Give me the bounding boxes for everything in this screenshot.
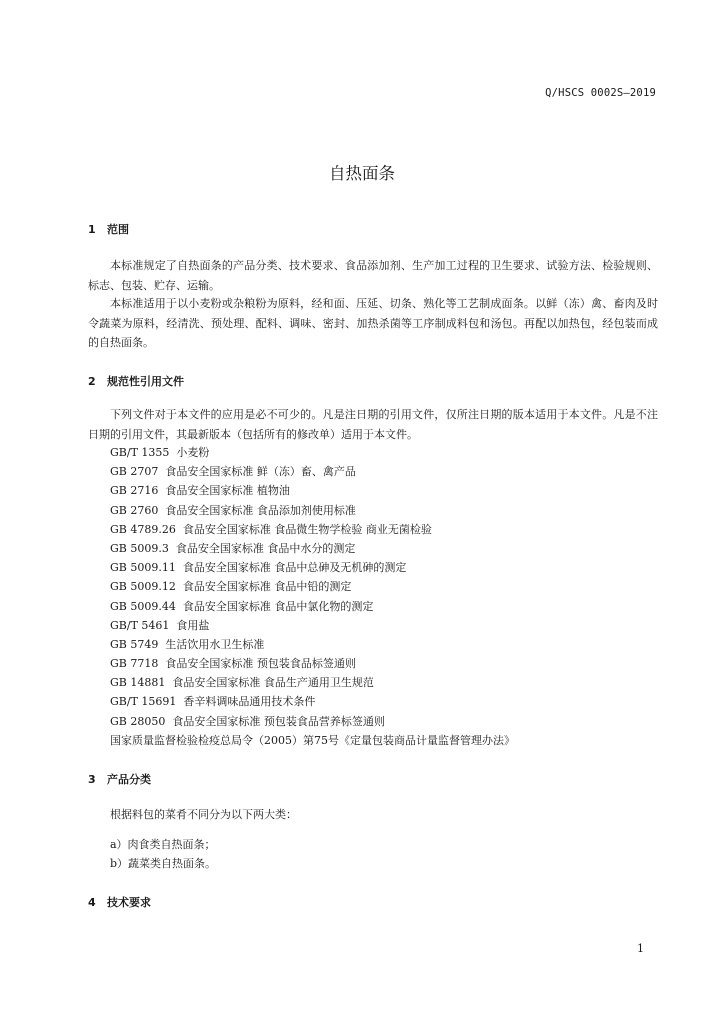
reference-item	[110, 577, 515, 596]
reference-code: GB 4789.26	[110, 522, 176, 536]
reference-code: GB 28050	[110, 714, 166, 728]
list-item: b）蔬菜类自热面条。	[110, 857, 217, 870]
reference-name: 食品安全国家标准 食品中氯化物的测定	[182, 599, 374, 613]
reference-item	[110, 597, 515, 616]
reference-code: GB/T 15691	[110, 695, 177, 709]
reference-code: GB 14881	[110, 676, 166, 690]
section-heading-requirements	[88, 894, 151, 910]
section-title: 规范性引用文件	[107, 375, 184, 388]
reference-item	[110, 501, 515, 520]
list-item: a）肉食类自热面条；	[110, 838, 216, 851]
section-heading-references	[88, 373, 184, 389]
reference-code: GB 5749	[110, 637, 159, 651]
reference-item	[110, 520, 515, 539]
reference-name: 小麦粉	[176, 446, 210, 459]
reference-code: GB 5009.3	[110, 541, 169, 555]
reference-name: 食品安全国家标准 植物油	[165, 484, 290, 498]
reference-code: GB 2760	[110, 503, 159, 517]
reference-item	[110, 616, 515, 635]
standard-id: Q/HSCS 0002S—2019	[545, 87, 656, 99]
reference-code: GB 7718	[110, 657, 159, 671]
reference-list	[110, 443, 515, 750]
reference-name: 食品安全国家标准 食品中铅的测定	[182, 580, 352, 594]
paragraph: 本标准适用于以小麦粉或杂粮粉为原料，经和面、压延、切条、熟化等工艺制成面条。以鲜（冻）禽、畜肉及时令蔬菜为原料，经清洗、预处理、配料、调味、密封、加热杀菌等工序制成料包和汤包。再配以加热包，经包装而成的自热面条。	[88, 297, 658, 349]
reference-name: 食品安全国家标准 食品生产通用卫生规范	[172, 676, 374, 690]
reference-name: 食品安全国家标准 鲜（冻）畜、禽产品	[165, 465, 356, 479]
page-number: 1	[637, 942, 644, 955]
section-number: 4	[88, 896, 96, 909]
reference-code: GB/T 5461	[110, 618, 170, 632]
reference-item	[110, 539, 515, 558]
paragraph: 下列文件对于本文件的应用是必不可少的。凡是注日期的引用文件，仅所注日期的版本适用于本文件。凡是不注日期的引用文件，其最新版本（包括所有的修改单）适用于本文件。	[88, 408, 658, 441]
document-title: 自热面条	[329, 164, 395, 183]
reference-item	[110, 712, 515, 731]
paragraph: 本标准规定了自热面条的产品分类、技术要求、食品添加剂、生产加工过程的卫生要求、试验方法、检验规则、标志、包装、贮存、运输。	[88, 259, 658, 292]
section-title: 产品分类	[107, 773, 151, 786]
paragraph: 根据料包的菜肴不同分为以下两大类：	[110, 808, 297, 821]
reference-name: 食品安全国家标准 食品中总砷及无机砷的测定	[182, 561, 407, 575]
reference-item	[110, 731, 515, 750]
reference-name: 国家质量监督检验检疫总局令（2005）第75号《定量包装商品计量监督管理办法》	[110, 733, 515, 747]
section-number: 1	[88, 223, 96, 236]
reference-name: 食用盐	[176, 618, 210, 632]
reference-item	[110, 673, 515, 692]
section-heading-classification	[88, 771, 151, 787]
section-title: 技术要求	[107, 896, 151, 909]
section-number: 3	[88, 773, 96, 786]
section-number: 2	[88, 375, 96, 388]
reference-name: 食品安全国家标准 食品中水分的测定	[175, 541, 356, 555]
reference-item	[110, 558, 515, 577]
reference-code: GB/T 1355	[110, 446, 170, 459]
reference-name: 食品安全国家标准 预包装食品营养标签通则	[172, 714, 385, 728]
reference-item	[110, 443, 515, 462]
reference-code: GB 2707	[110, 465, 159, 479]
reference-name: 食品安全国家标准 食品添加剂使用标准	[165, 503, 356, 517]
reference-code: GB 5009.44	[110, 599, 176, 613]
reference-code: GB 2716	[110, 484, 159, 498]
section-title: 范围	[107, 223, 129, 236]
reference-name: 生活饮用水卫生标准	[165, 637, 265, 651]
reference-item	[110, 481, 515, 500]
reference-name: 食品安全国家标准 食品微生物学检验 商业无菌检验	[182, 522, 432, 536]
reference-item	[110, 462, 515, 481]
reference-name: 食品安全国家标准 预包装食品标签通则	[165, 657, 356, 671]
reference-name: 香辛料调味品通用技术条件	[183, 695, 316, 709]
reference-item	[110, 654, 515, 673]
reference-code: GB 5009.12	[110, 580, 176, 594]
section-heading-scope	[88, 221, 129, 237]
reference-item	[110, 692, 515, 711]
reference-code: GB 5009.11	[110, 561, 176, 575]
reference-item	[110, 635, 515, 654]
